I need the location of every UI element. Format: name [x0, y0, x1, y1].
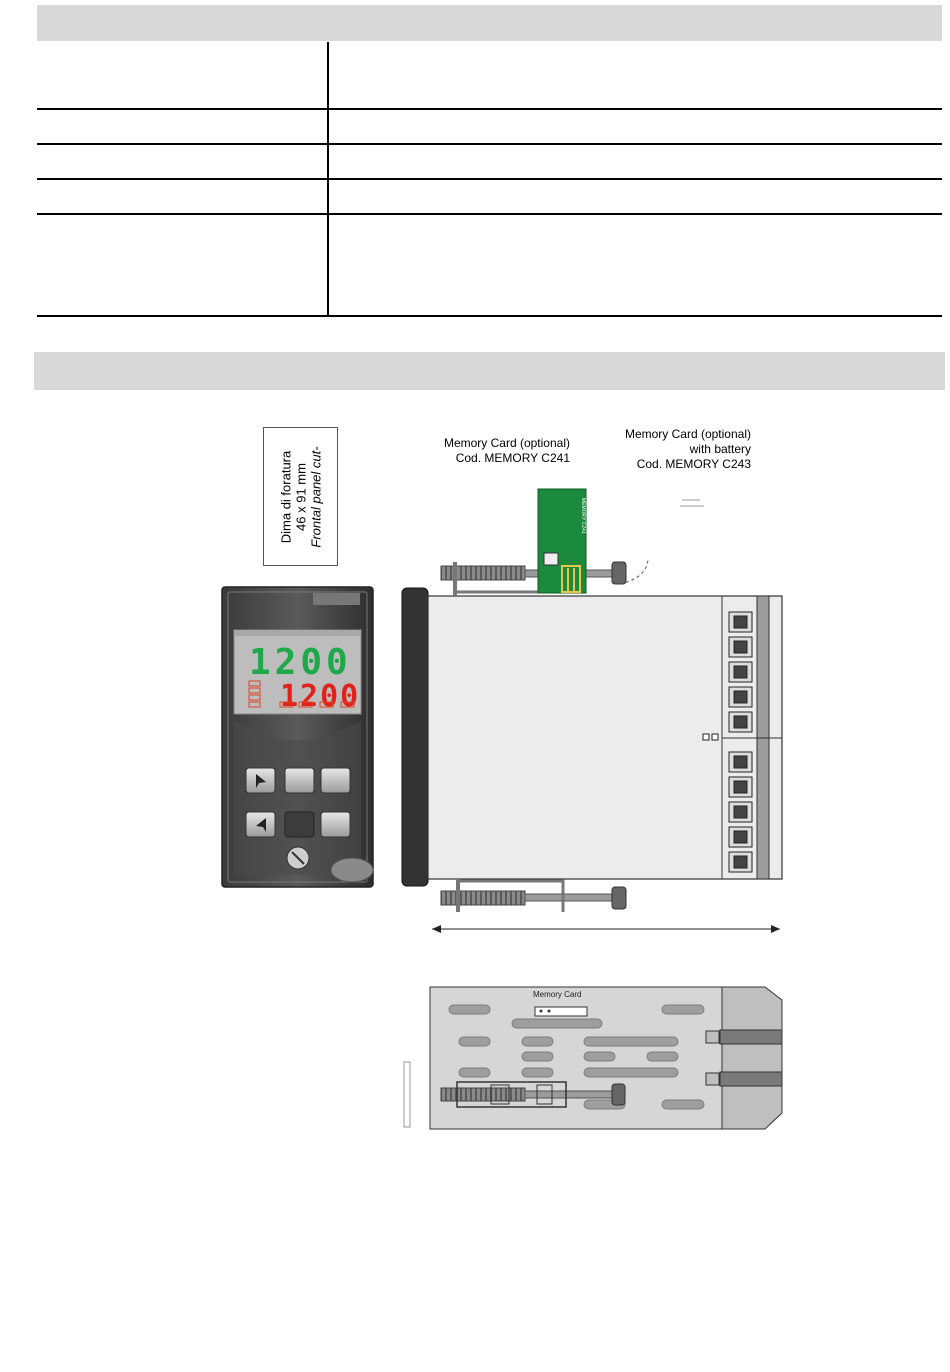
- memory-card-c241-line2: Cod. MEMORY C241: [455, 451, 570, 465]
- bottom-view: [404, 987, 782, 1129]
- front-view: [222, 587, 373, 887]
- pcb-text: MEMORY C241: [580, 498, 586, 534]
- side-view: [402, 489, 782, 933]
- bottom-mounting-screw: [441, 879, 626, 912]
- top-mounting-screw: [441, 562, 626, 596]
- bottom-memory-label: Memory Card: [533, 990, 582, 999]
- memory-card-c243-line2: with battery: [689, 442, 751, 456]
- key-6: [321, 812, 350, 837]
- memory-card-c243-line1: Memory Card (optional): [624, 427, 751, 441]
- memory-card-c243-line3: Cod. MEMORY C243: [636, 457, 751, 471]
- panel-cutout-line1: Dima di foratura: [278, 450, 293, 543]
- panel-cutout-line3: Frontal panel cut-: [308, 445, 323, 548]
- front-latch: [331, 858, 373, 882]
- top-display-value: 1200: [249, 642, 352, 683]
- depth-dimension-arrow: [432, 925, 780, 933]
- memory-card-pcb: [538, 489, 586, 593]
- key-3: [321, 768, 350, 793]
- key-5: [285, 812, 314, 837]
- bottom-display-value: 1200: [280, 679, 361, 714]
- key-2: [285, 768, 314, 793]
- front-logo-plate: [313, 593, 360, 605]
- panel-cutout-line2: 46 x 91 mm: [293, 462, 308, 531]
- memory-card-c241-line1: Memory Card (optional): [443, 436, 570, 450]
